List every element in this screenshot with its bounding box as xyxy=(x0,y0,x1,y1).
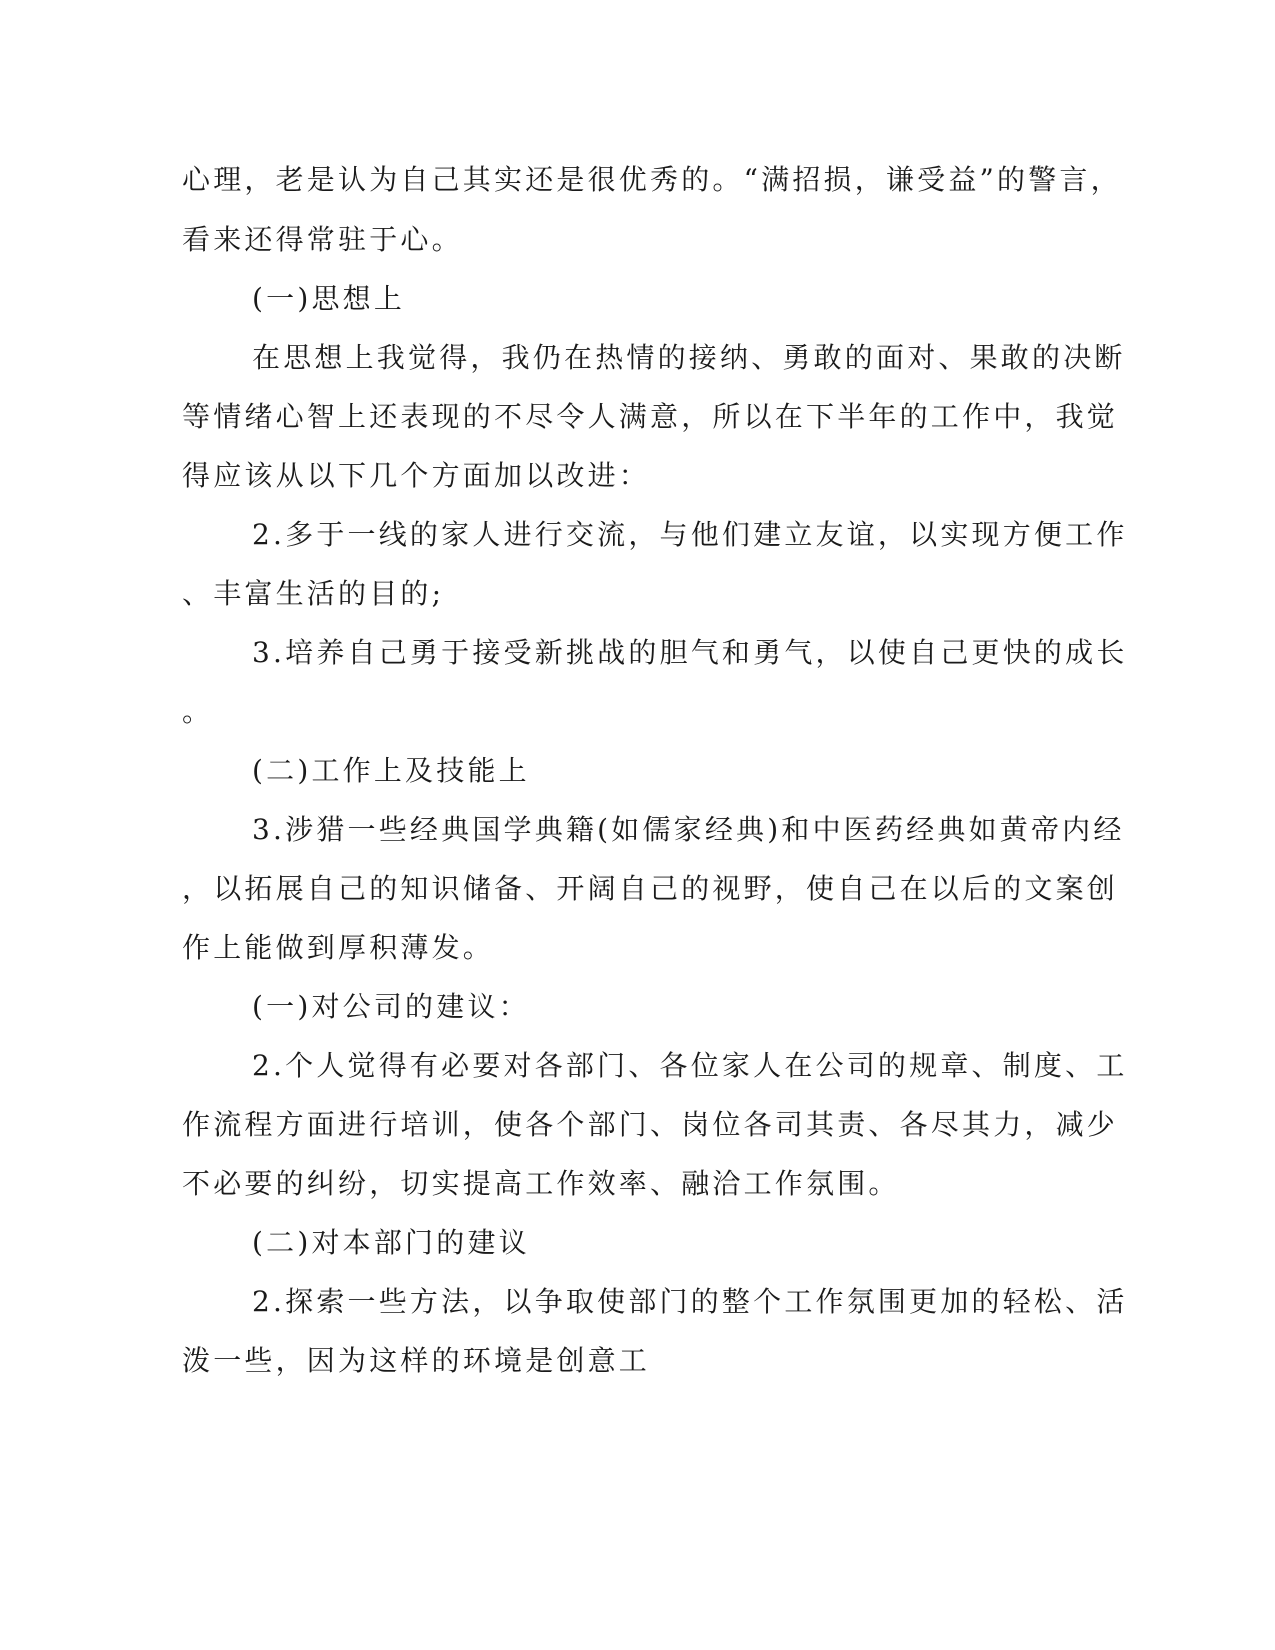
list-item: 3.培养自己勇于接受新挑战的胆气和勇气，以使自己更快的成长 xyxy=(252,636,1128,669)
list-item: 2.多于一线的家人进行交流，与他们建立友谊，以实现方便工作 xyxy=(252,518,1128,551)
text-line: 心理，老是认为自己其实还是很优秀的。“满招损，谦受益”的警言， xyxy=(182,163,1122,196)
text-line: 得应该从以下几个方面加以改进： xyxy=(182,459,651,492)
text-line: 等情绪心智上还表现的不尽令人满意，所以在下半年的工作中，我觉 xyxy=(182,400,1119,433)
section-heading: (一)思想上 xyxy=(252,282,406,315)
text-line: 、丰富生活的目的; xyxy=(182,577,445,610)
list-item: 2.探索一些方法，以争取使部门的整个工作氛围更加的轻松、活 xyxy=(252,1285,1128,1318)
text-line: 作上能做到厚积薄发。 xyxy=(182,931,495,964)
text-line: 不必要的纠纷，切实提高工作效率、融洽工作氛围。 xyxy=(182,1167,900,1200)
section-heading: (二)工作上及技能上 xyxy=(252,754,530,787)
text-line: ，以拓展自己的知识储备、开阔自己的视野，使自己在以后的文案创 xyxy=(182,872,1119,905)
list-item: 3.涉猎一些经典国学典籍(如儒家经典)和中医药经典如黄帝内经 xyxy=(252,813,1125,846)
text-line: 看来还得常驻于心。 xyxy=(182,223,463,256)
text-line: 作流程方面进行培训，使各个部门、岗位各司其责、各尽其力，减少 xyxy=(182,1108,1119,1141)
list-item: 2.个人觉得有必要对各部门、各位家人在公司的规章、制度、工 xyxy=(252,1049,1128,1082)
section-heading: (二)对本部门的建议 xyxy=(252,1226,530,1259)
text-line: 泼一些，因为这样的环境是创意工 xyxy=(182,1344,651,1377)
text-line: 在思想上我觉得，我仍在热情的接纳、勇敢的面对、果敢的决断 xyxy=(252,341,1126,374)
section-heading: (一)对公司的建议： xyxy=(252,990,530,1023)
text-line: 。 xyxy=(182,695,214,728)
